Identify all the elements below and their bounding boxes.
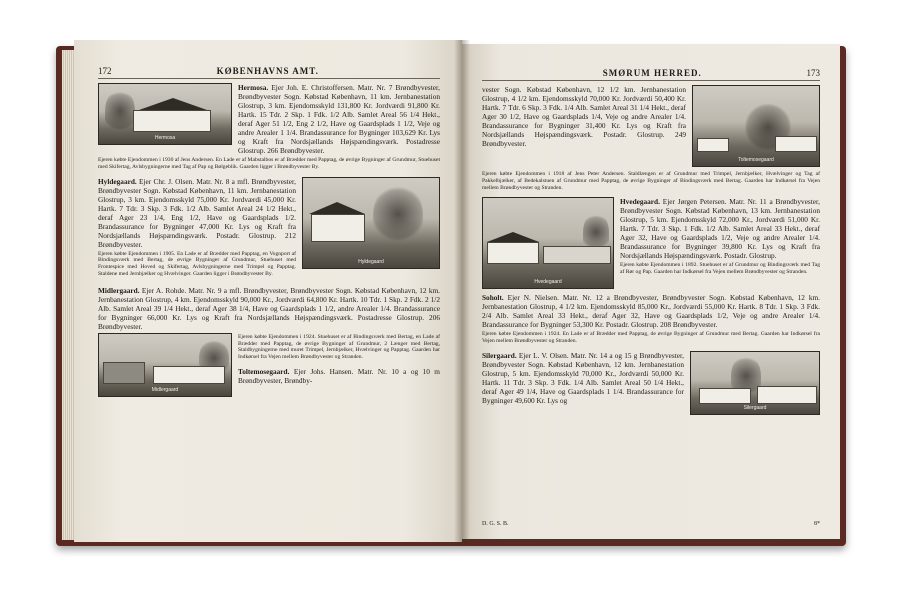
photo-midlergaard <box>98 333 232 397</box>
entry-title: Toltemosegaard. <box>238 366 290 376</box>
photo-toltemosegaard <box>692 85 820 167</box>
entry-title: Soholt. <box>482 293 504 303</box>
house-shape <box>133 110 211 132</box>
right-header-title: SMØRUM HERRED. <box>602 68 702 78</box>
entry-note: Ejeren købte Ejendommen i 1930 af Jens Andersen. En Lade er af Mabstalbos er af Brædder med Papptag, de øvrige Bygninger af Grundmur, Stuehuset med Skifertag, Avlsbygningerne med Tag af Pap og Bølgeblik. Gaarden ligger i Brøndbyvester By. <box>98 157 440 170</box>
barn-shape <box>543 246 611 264</box>
entry-hyldegaard <box>98 177 440 284</box>
entry-hermosa <box>98 83 440 171</box>
right-page-number: 173 <box>806 68 820 78</box>
photo-caption: Midlergaard <box>151 386 179 393</box>
left-running-head <box>98 66 440 79</box>
roof-shape <box>309 202 365 214</box>
right-running-head <box>482 68 820 81</box>
house-shape <box>775 136 817 152</box>
entry-text <box>98 286 440 331</box>
roof-shape <box>487 232 539 242</box>
right-footer <box>482 521 820 527</box>
entry-continued <box>482 85 820 191</box>
photo-silergaard <box>690 351 820 415</box>
house-shape <box>311 214 365 242</box>
left-header-title: KØBENHAVNS AMT. <box>216 66 319 76</box>
barn-shape <box>103 362 145 384</box>
house-shape <box>697 138 729 152</box>
house-shape <box>487 242 539 264</box>
photo-hvedegaard <box>482 197 614 289</box>
photo-caption: Hermosa <box>154 135 176 141</box>
entry-body: vester Sogn. Købstad København, 12 1/2 km. Jernbanestation Glostrup, 4 1/2 km. Ejendomsskyld 70,000 Kr. Jordværdi 50,400 Kr. Hartk. 7 Tdr. 6 Skp. 3 Fdk. 1/4 Alb. Samlet Areal 31 1/4 Hekt., deraf Ager 30 1/2, Have og Gaardsplads 1/4, Veje og andre Arealer 1/4. Brandassurance for Bygninger 31,400 Kr. Lys og Kraft fra Nordsjællands Højspændingsværk. Postadr. Glostrup. 249 Brøndbyvester. <box>482 85 686 148</box>
entry-note: Ejeren købte Ejendommen i 1924. En Lade er af Brædder med Papptag, de øvrige Bygninger af Grundmur med Bertag. Gaarden har Indkørsel fra Vejen mellem Brøndbyvester og Stranden. <box>482 331 820 345</box>
photo-caption: Hyldegaard <box>358 258 384 265</box>
entry-title: Midlergaard. <box>98 285 140 295</box>
entry-note: Ejeren købte Ejendommen i 1892. Stuehuset er af Grundmur og Bindingsværk med Tag af Rør og Pap. Gaarden har Indkørsel fra Vejen mellem Brøndbyvester og Stranden. <box>620 262 820 276</box>
roof-shape <box>139 98 207 110</box>
entry-text <box>482 293 820 329</box>
house-shape <box>153 366 225 384</box>
right-page <box>462 44 840 539</box>
entry-body: Ejer Joh. E. Christoffersen. Matr. Nr. 7 Brøndbyvester, Brøndbyvester Sogn. Købstad København, 11 km. Jernbanestation Glostrup, 3 km. Ejendomsskyld 131,800 Kr. Jordværdi 91,800 Kr. Hartk. 15 Tdr. 2 Skp. 1 Fdk. 1/2 Alb. Samlet Areal 56 1/4 Hekt., deraf Ager 51 1/2, Eng 2 1/2, Have og Gaardsplads 1 1/2, Veje og andre Arealer 1 1/4. Brandassurance for Bygninger 103,629 Kr. Lys og Kraft fra Nordsjællands Højspændingsværk. Postadresse Glostrup. 266 Brøndbyvester. <box>238 83 440 155</box>
entry-body: Ejer Johs. Hansen. Matr. Nr. 10 a og 10 m Brøndbyvester, Brøndby- <box>238 366 440 385</box>
photo-hyldegaard <box>302 177 440 269</box>
entry-midlergaard <box>98 286 440 399</box>
entry-note: Ejeren købte Ejendommen i 1905. En Lade er af Brædder med Papptag, en Vognport af Bindingsværk med Bertag, de øvrige Bygninger af Grundmur, Stuehuset med Frontespice med Hoved og Skifertag, Avlsbygningerne med Trimpel og Papptag. Staldene med Jernbjælker og Hvælvinger. Gaarden ligger i Brøndbyvester By. <box>98 250 296 277</box>
entry-title: Hermosa. <box>238 83 269 92</box>
entry-note: Ejeren købte Ejendommen i 1924. Stuehuset er af Bindingsværk med Bertag, en Lade af Brædder med Papptag, de øvrige Bygninger af Grundmur, 2 Længer med Bertag, Staldbygningerne med muret Trimpel, Jernbjælker, Hvælvinger og Papptag. Gaarden har Indkørsel fra Vejen mellem Brøndbyvester og Stranden. <box>238 333 440 361</box>
entry-title: Silergaard. <box>482 350 517 360</box>
entry-soholt <box>482 293 820 345</box>
entry-body: Ejer Chr. J. Olsen. Matr. Nr. 8 a mfl. Brøndbyvester, Brøndbyvester Sogn. Købstad København, 11 km. Jernbanestation Glostrup, 3 km. Ejendomsskyld 75,000 Kr. Jordværdi 45,000 Kr. Hartk. 7 Tdr. 3 Skp. 3 Fdk. 1/2 Alb. Samlet Areal 24 1/2 Hekt., deraf Ager 23 1/4, Eng 1/2, Have og Gaardsplads 1/2. Brandassurance for Bygninger 47,000 Kr. Lys og Kraft fra Nordsjællands Højspændingsværk. Postadr. Glostrup. 212 Brøndbyvester. <box>98 176 297 249</box>
entry-body: Ejer Jørgen Petersen. Matr. Nr. 11 a Brøndbyvester, Brøndbyvester Sogn. Købstad København, 13 km. Jernbanestation Glostrup, 5 km. Ejendomsskyld 72,000 Kr., Jordværdi 51,000 Kr. Hartk. 7 Tdr. 3 Skp. 1 Fdk. 1/2 Alb. Samlet Areal 33 Hekt., deraf Ager 32, Have og Gaardsplads 1/2, Veje og andre Arealer 1/4. Brandassurance for Bygninger 39,800 Kr. Lys og Kraft fra Nordsjællands Højspændingsværk. Postadr. Glostrup. <box>620 197 820 261</box>
footer-signature: D. G. S. B. <box>482 521 509 527</box>
left-page <box>74 40 462 542</box>
entry-hvedegaard <box>482 197 820 291</box>
photo-caption: Silergaard <box>743 404 767 411</box>
tree-shape <box>373 184 423 244</box>
entry-title: Hvedegaard. <box>620 197 660 207</box>
open-book <box>56 40 846 540</box>
house-shape <box>699 388 751 404</box>
photo-caption: Hvedegaard <box>534 279 562 286</box>
entry-silergaard <box>482 351 820 417</box>
photo-caption: Toltemosegaard <box>738 157 774 163</box>
house-shape <box>757 386 817 404</box>
tree-shape <box>105 88 135 134</box>
footer-sheet-mark: 8* <box>814 521 820 527</box>
entry-title: Hyldegaard. <box>98 176 137 186</box>
entry-body: Ejer A. Rohde. Matr. Nr. 9 a mfl. Brøndbyvester, Brøndbyvester Sogn. Købstad København, 12 km. Jernbanestation Glostrup, 4 km. Ejendomsskyld 90,000 Kr., Jordværdi 64,800 Kr. Hartk. 10 Tdr. 1 Skp. 2 Fdk. 2 1/2 Alb. Samlet Areal 39 1/4 Hekt., deraf Ager 38 1/4, Have og Gaardsplads 1 1/2, andre Arealer 1/4. Brandassurance for Bygninger 66,000 Kr. Lys og Kraft fra Nordsjællands Højspændingsværk. Postadresse Glostrup. 206 Brøndbyvester. <box>98 285 440 331</box>
entry-note: Ejeren købte Ejendommen i 1918 af Jens Peter Andersen. Staldlængen er af Grundmur med Trimpel, Jernbjælker, Hvælvinger og Tag af Pakkelbjælker, af Bedekalstuen af Grundmur med Papptag, de øvrige Bygninger af Bindingsværk med Bertag. Gaarden har Indkørsel fra Vejen mellem Brøndbyvester og Stranden. <box>482 171 820 191</box>
entry-body: Ejer N. Nielsen. Matr. Nr. 12 a Brøndbyvester, Brøndbyvester Sogn. Købstad København, 12 km. Jernbanestation Glostrup, 4 1/2 km. Ejendomsskyld 85,000 Kr., Jordværdi 55,000 Kr. Hartk. 8 Tdr. 1 Skp. 3 Fdk. 2/4 Alb. Samlet Areal 33 Hekt., deraf Ager 32, Have og Gaardsplads 1/2, Veje og andre Arealer 1/4. Brandassurance for Bygninger 53,300 Kr. Postadr. Glostrup. 208 Brøndbyvester. <box>482 293 820 330</box>
book-gutter <box>454 40 470 545</box>
entry-body: Ejer L. V. Olsen. Matr. Nr. 14 a og 15 g Brøndbyvester, Brøndbyvester Sogn. Købstad København, 12 km. Jernbanestation Glostrup, 5 km. Ejendomsskyld 70,000 Kr., Jordværdi 50,000 Kr. Hartk. 11 Tdr. 3 Skp. 3 Fdk. 1/4 Alb. Samlet Areal 50 1/4 Hekt., deraf Ager 49 1/4, Have og Gaardsplads 1 1/4. Brandassurance for Bygninger 49,600 Kr. Lys og <box>482 350 684 405</box>
photo-hermosa <box>98 83 232 145</box>
left-page-number: 172 <box>98 66 112 76</box>
